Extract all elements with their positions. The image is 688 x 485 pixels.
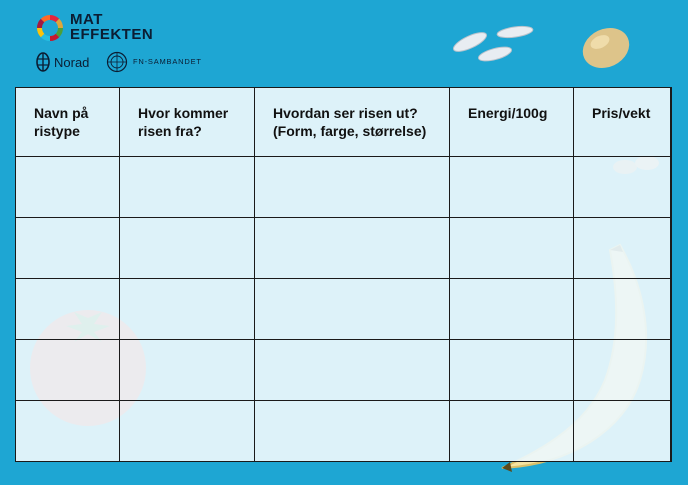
table-row <box>16 340 672 401</box>
header-price: Pris/vekt <box>574 88 672 157</box>
table-cell[interactable] <box>450 218 574 279</box>
partner-logos <box>36 50 226 74</box>
table-cell[interactable] <box>255 279 450 340</box>
table-cell[interactable] <box>574 340 672 401</box>
table-header-row <box>16 88 672 157</box>
table-cell[interactable] <box>16 401 120 462</box>
table-row <box>16 218 672 279</box>
rice-worksheet <box>15 87 671 462</box>
table-cell[interactable] <box>120 340 255 401</box>
header-appearance: Hvordan ser risen ut? (Form, farge, størrelse) <box>255 88 450 157</box>
table-row <box>16 401 672 462</box>
header-energy: Energi/100g <box>450 88 574 157</box>
table-cell[interactable] <box>574 401 672 462</box>
table-cell[interactable] <box>16 218 120 279</box>
brand-line-1: MAT <box>70 11 103 28</box>
table-cell[interactable] <box>574 157 672 218</box>
bean-icon <box>578 22 634 70</box>
brand-wordmark <box>70 12 210 42</box>
table-cell[interactable] <box>16 340 120 401</box>
un-label: FN-SAMBANDET <box>133 57 202 66</box>
header-rice-name: Navn på ristype <box>16 88 120 157</box>
table-cell[interactable] <box>120 401 255 462</box>
table-cell[interactable] <box>255 157 450 218</box>
norad-emblem-icon <box>36 52 50 72</box>
table-cell[interactable] <box>255 218 450 279</box>
table-cell[interactable] <box>120 157 255 218</box>
table-cell[interactable] <box>450 401 574 462</box>
rice-table <box>15 87 672 462</box>
table-cell[interactable] <box>450 157 574 218</box>
header-origin: Hvor kommer risen fra? <box>120 88 255 157</box>
table-row <box>16 279 672 340</box>
table-cell[interactable] <box>450 279 574 340</box>
table-cell[interactable] <box>255 340 450 401</box>
table-cell[interactable] <box>255 401 450 462</box>
table-cell[interactable] <box>574 279 672 340</box>
table-cell[interactable] <box>120 279 255 340</box>
brand-line-2: EFFEKTEN <box>70 26 154 43</box>
table-cell[interactable] <box>450 340 574 401</box>
table-cell[interactable] <box>16 157 120 218</box>
table-row <box>16 157 672 218</box>
table-cell[interactable] <box>574 218 672 279</box>
norad-label: Norad <box>54 55 90 70</box>
table-cell[interactable] <box>120 218 255 279</box>
un-emblem-icon <box>106 51 128 73</box>
sdg-wheel-icon <box>36 14 64 42</box>
table-cell[interactable] <box>16 279 120 340</box>
rice-grains-icon <box>445 20 540 65</box>
